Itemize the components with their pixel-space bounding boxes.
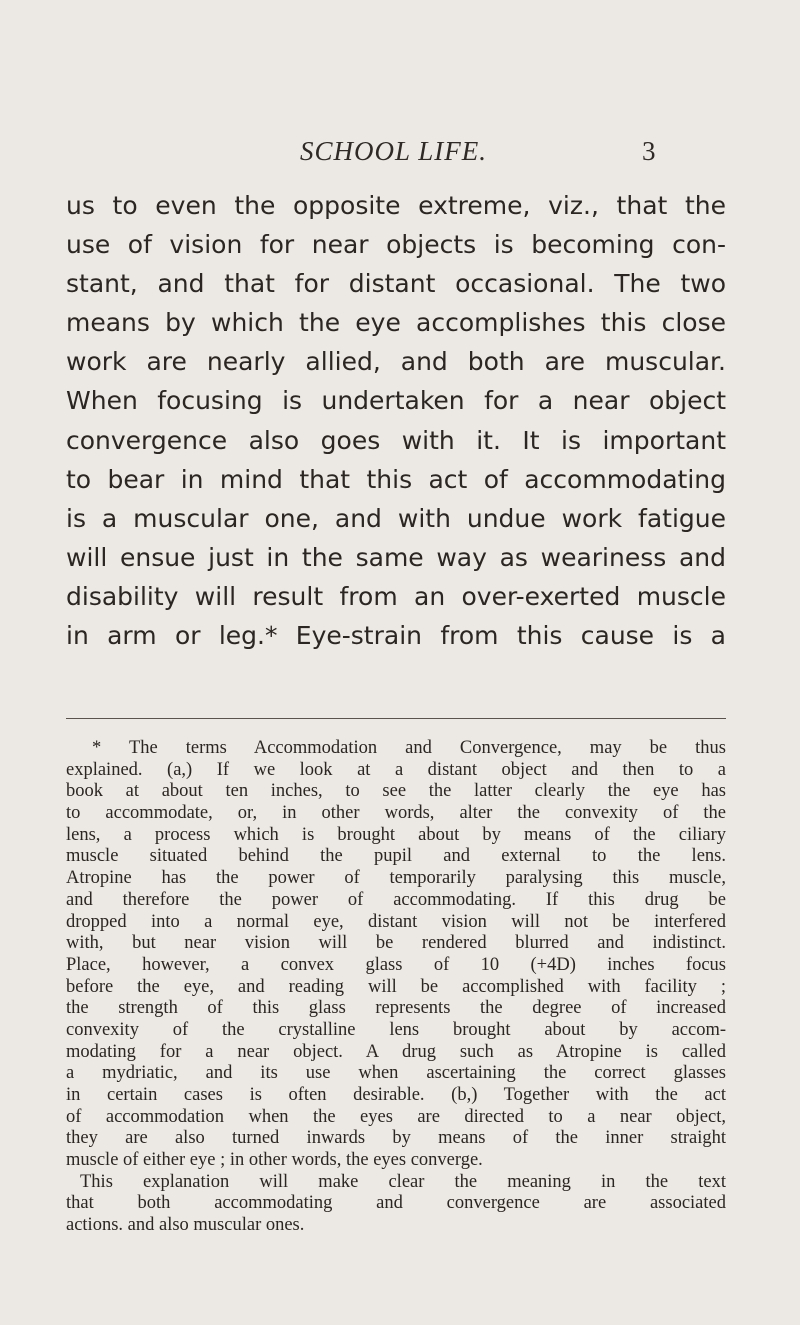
running-head [0, 136, 800, 166]
footnote-line: to accommodate, or, in other words, alter the convexity of the [66, 803, 726, 824]
footnote-line: * The terms Accommodation and Convergence, may be thus [92, 738, 726, 758]
footnote-line: before the eye, and reading will be accomplished with facility ; [66, 976, 726, 997]
footnote-line: actions. and also muscular ones. [66, 1215, 305, 1236]
footnote-line: and therefore the power of accommodating. If this drug be [66, 889, 726, 910]
footnote-line: that both accommodating and convergence are associated [66, 1193, 726, 1214]
footnote-line: muscle of either eye ; in other words, the eyes converge. [66, 1150, 483, 1171]
footnote-line: dropped into a normal eye, distant vision will not be interfered [66, 911, 726, 932]
body-line: convergence also goes with it. It is important [66, 425, 726, 455]
footnote-line: convexity of the crystalline lens brought about by accom- [66, 1019, 726, 1040]
body-line: stant, and that for distant occasional. The two [66, 269, 726, 299]
footnote-line: with, but near vision will be rendered blurred and indistinct. [66, 933, 726, 954]
footnote-line: lens, a process which is brought about by means of the ciliary [66, 824, 726, 845]
page-number: 3 [642, 136, 656, 166]
footnote-line: Place, however, a convex glass of 10 (+4D) inches focus [66, 954, 726, 975]
footnote-line: explained. (a,) If we look at a distant object and then to a [66, 759, 726, 780]
footnote [66, 738, 726, 1237]
footnote-line: of accommodation when the eyes are directed to a near object, [66, 1106, 726, 1127]
footnote-line: Atropine has the power of temporarily paralysing this muscle, [66, 868, 726, 889]
body-line: When focusing is undertaken for a near object [66, 386, 726, 416]
footnote-line: muscle situated behind the pupil and external to the lens. [66, 846, 726, 867]
body-paragraph [66, 186, 726, 655]
body-line: work are nearly allied, and both are muscular. [66, 347, 726, 377]
body-line: means by which the eye accomplishes this close [66, 308, 726, 338]
body-line: to bear in mind that this act of accommodating [66, 464, 726, 494]
running-title: SCHOOL LIFE. [300, 136, 488, 166]
body-line: use of vision for near objects is becoming con- [66, 230, 726, 260]
footnote-line: they are also turned inwards by means of the inner straight [66, 1128, 726, 1149]
footnote-line: This explanation will make clear the meaning in the text [80, 1171, 726, 1192]
footnote-divider [66, 718, 726, 719]
body-line: is a muscular one, and with undue work fatigue [66, 503, 726, 533]
body-line: in arm or leg.* Eye-strain from this cause is a [66, 621, 726, 651]
footnote-line: a mydriatic, and its use when ascertaining the correct glasses [66, 1063, 726, 1084]
footnote-line: book at about ten inches, to see the latter clearly the eye has [66, 781, 726, 802]
footnote-line: in certain cases is often desirable. (b,) Together with the act [66, 1085, 726, 1105]
footnote-line: the strength of this glass represents the degree of increased [66, 998, 726, 1019]
body-line: us to even the opposite extreme, viz., that the [66, 191, 726, 220]
body-line: disability will result from an over-exerted muscle [66, 581, 726, 611]
body-line: will ensue just in the same way as weariness and [66, 542, 726, 572]
footnote-line: modating for a near object. A drug such as Atropine is called [66, 1041, 726, 1062]
